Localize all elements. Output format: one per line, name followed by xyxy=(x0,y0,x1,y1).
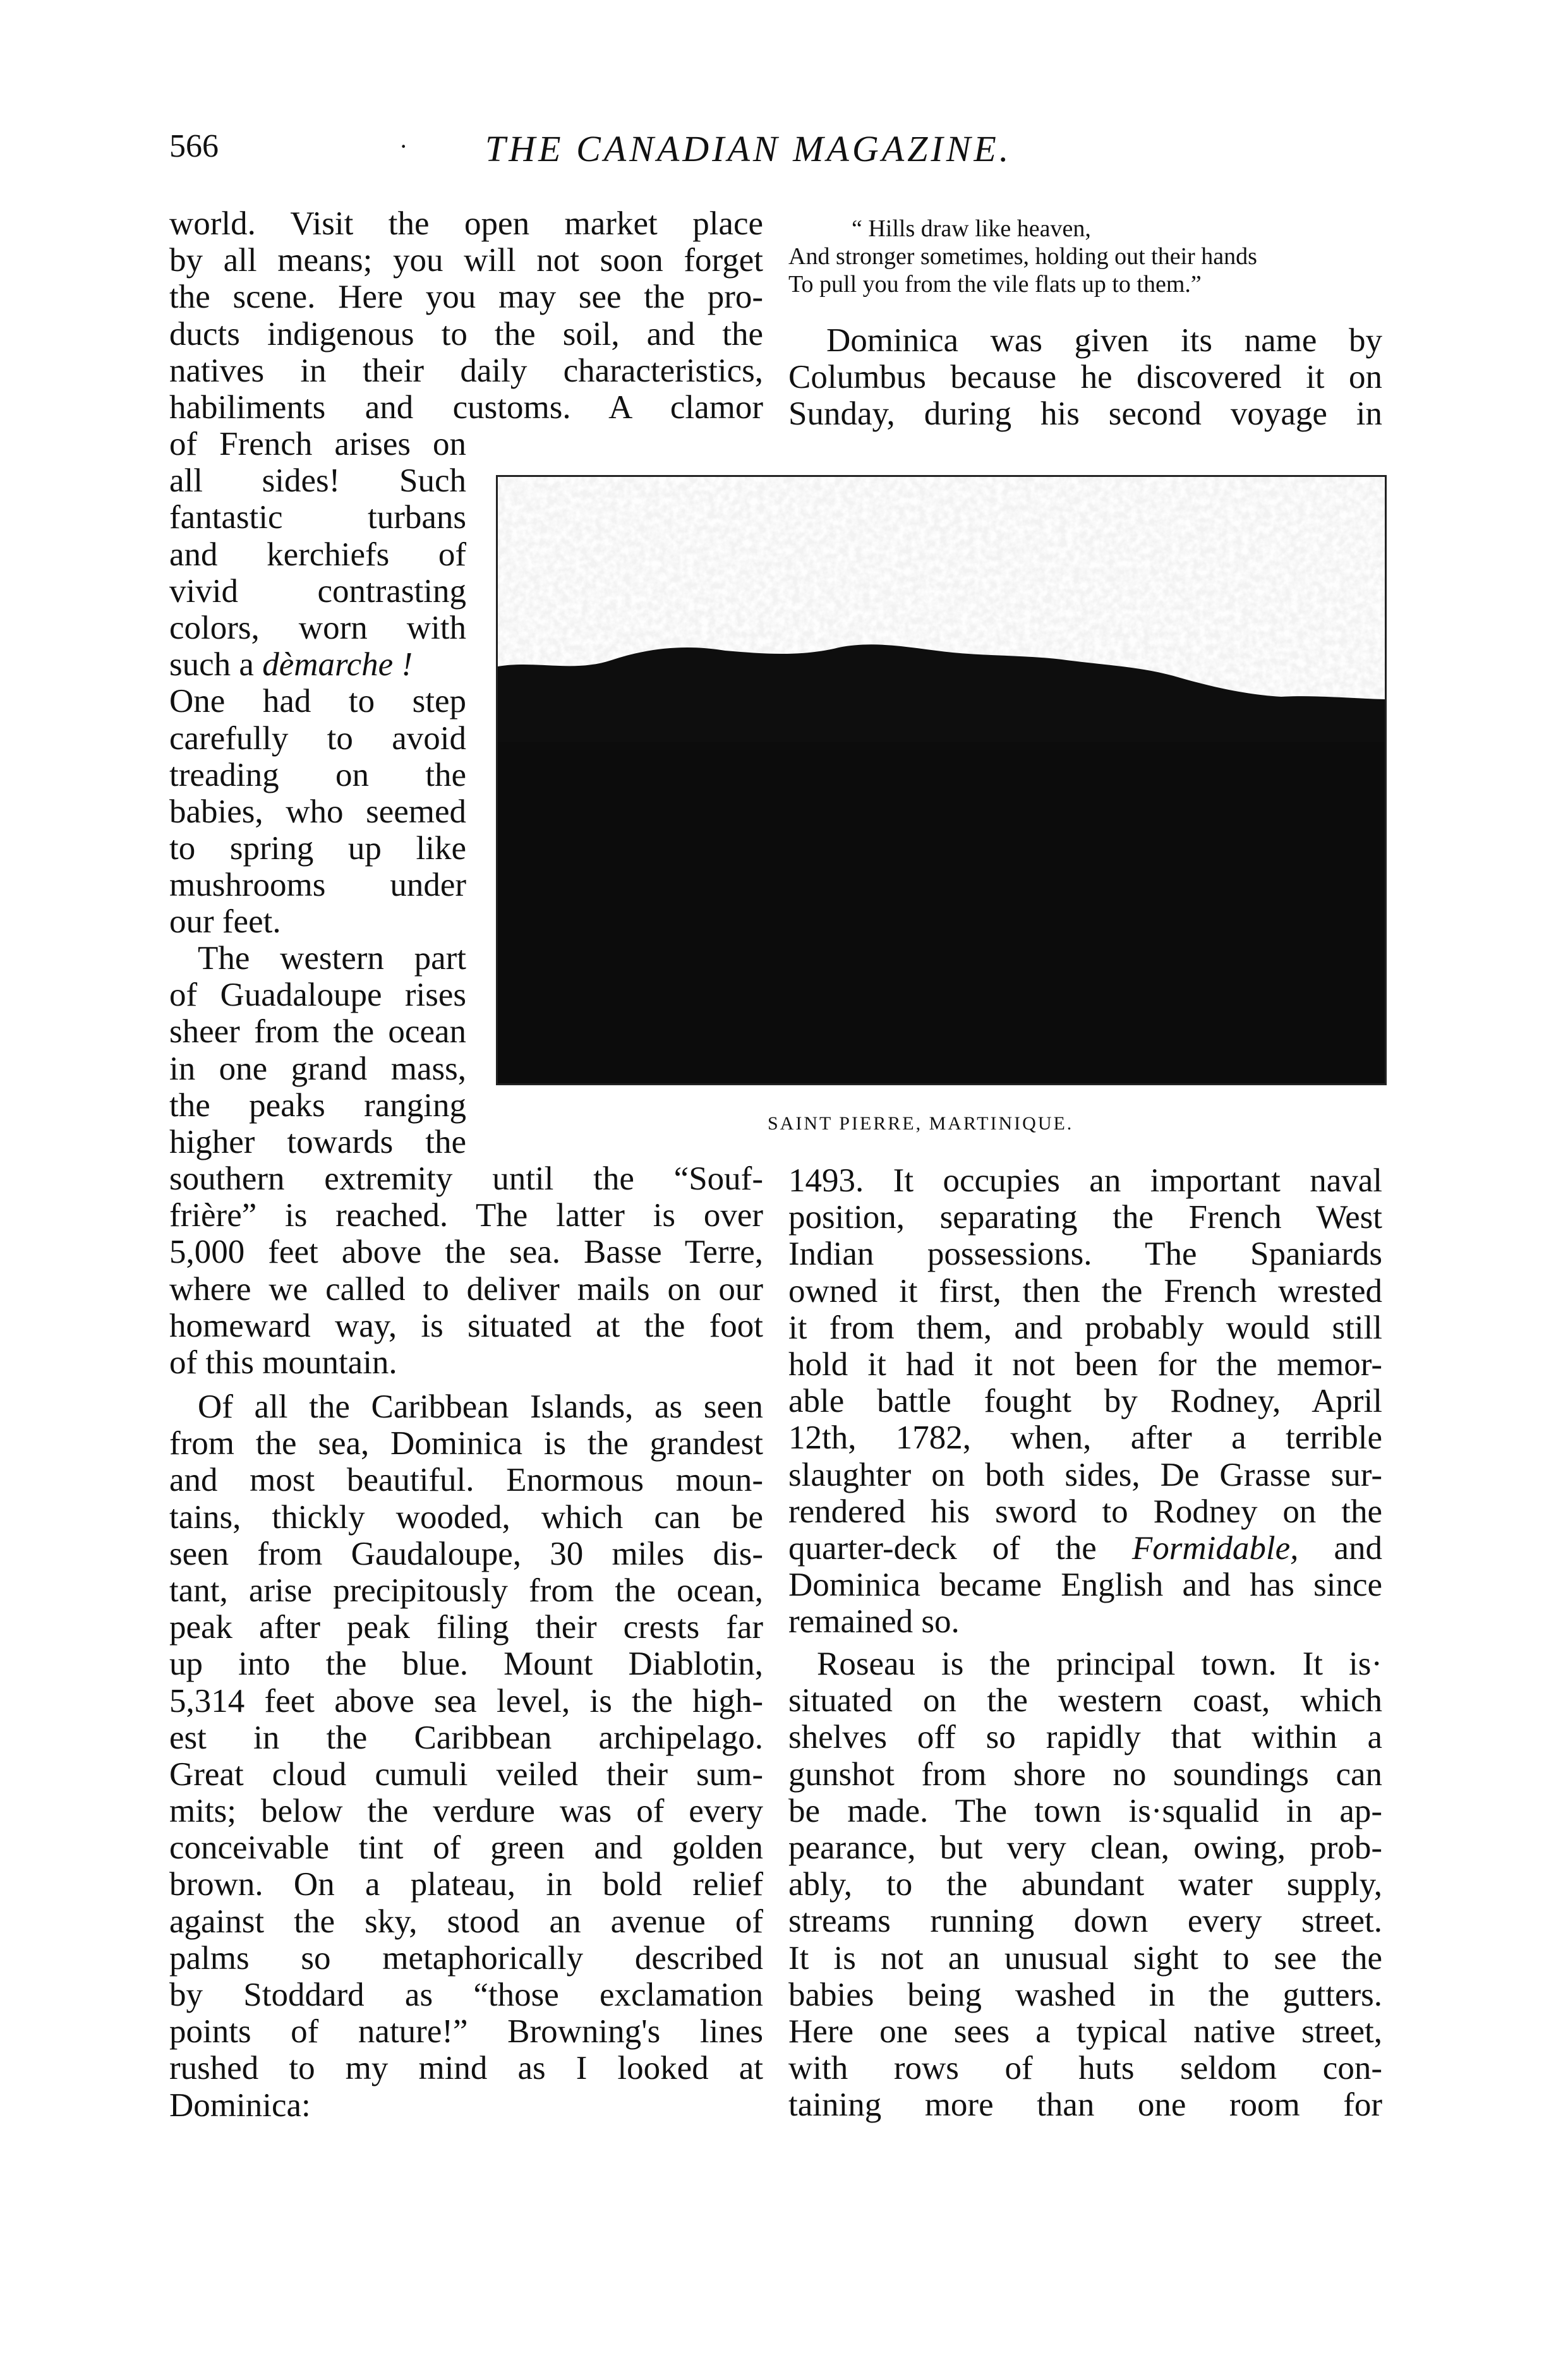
italic-ship-name: Formidable, xyxy=(1131,1529,1299,1567)
text-line: peak after peak filing their crests far xyxy=(169,1609,763,1646)
text-line: fantastic turbans xyxy=(169,499,466,536)
text-line xyxy=(169,646,466,683)
left-para1-full xyxy=(169,205,763,426)
text-line: frière” is reached. The latter is over xyxy=(169,1197,763,1234)
text-line: slaughter on both sides, De Grasse sur- xyxy=(788,1456,1382,1493)
text-line: natives in their daily characteristics, xyxy=(169,352,763,389)
text-line: Here one sees a typical native street, xyxy=(788,2013,1382,2050)
text-line: tant, arise precipitously from the ocean, xyxy=(169,1572,763,1609)
text-line: Sunday, during his second voyage in xyxy=(788,395,1382,433)
text-line: Dominica: xyxy=(169,2086,311,2124)
text-line: situated on the western coast, which xyxy=(788,1682,1382,1719)
text-line: est in the Caribbean archipelago. xyxy=(169,1719,763,1756)
text-line: 12th, 1782, when, after a terrible xyxy=(788,1419,1382,1457)
text-line: shelves off so rapidly that within a xyxy=(788,1719,1382,1756)
right-para-roseau xyxy=(788,1646,1382,2123)
text-line: babies, who seemed xyxy=(169,793,466,830)
text-line: to spring up like xyxy=(169,830,466,867)
text-line: gunshot from shore no soundings can xyxy=(788,1755,1382,1793)
text-fragment: such a xyxy=(169,646,263,683)
text-line: ducts indigenous to the soil, and the xyxy=(169,315,763,352)
text-fragment: quarter-deck of the xyxy=(788,1529,1132,1567)
text-line: colors, worn with xyxy=(169,609,466,646)
text-line: our feet. xyxy=(169,903,281,941)
text-line: seen from Gaudaloupe, 30 miles dis- xyxy=(169,1535,763,1572)
text-line: be made. The town is·squalid in ap- xyxy=(788,1792,1382,1829)
text-line: the peaks ranging xyxy=(169,1087,466,1124)
text-line: mushrooms under xyxy=(169,867,466,904)
text-line: Of all the Caribbean Islands, as seen xyxy=(198,1388,763,1425)
text-line: by Stoddard as “those exclamation xyxy=(169,1977,763,2013)
text-line: Dominica became English and has since xyxy=(788,1567,1382,1604)
text-line: babies being washed in the gutters. xyxy=(788,1976,1382,2013)
text-line: from the sea, Dominica is the grandest xyxy=(169,1425,763,1462)
text-line: palms so metaphorically described xyxy=(169,1939,763,1977)
text-line: 5,314 feet above sea level, is the high- xyxy=(169,1682,763,1719)
text-line: owned it first, then the French wrested xyxy=(788,1272,1382,1309)
text-line: taining more than one room for xyxy=(788,2086,1382,2124)
poem-quote xyxy=(788,215,1395,298)
text-line: Roseau is the principal town. It is· xyxy=(817,1646,1382,1682)
text-line: with rows of huts seldom con- xyxy=(788,2050,1382,2087)
text-line: against the sky, stood an avenue of xyxy=(169,1903,763,1940)
text-line: ably, to the abundant water supply, xyxy=(788,1866,1382,1903)
header-separator: · xyxy=(399,132,408,160)
text-line: remained so. xyxy=(788,1603,960,1641)
text-line: 5,000 feet above the sea. Basse Terre, xyxy=(169,1234,763,1271)
text-line: sheer from the ocean xyxy=(169,1013,466,1051)
text-line: conceivable tint of green and golden xyxy=(169,1829,763,1867)
text-line xyxy=(788,1530,1382,1567)
text-line: where we called to deliver mails on our xyxy=(169,1270,763,1308)
text-line: brown. On a plateau, in bold relief xyxy=(169,1866,763,1903)
poem-line: To pull you from the vile flats up to them.” xyxy=(788,271,1202,298)
text-line: and most beautiful. Enormous moun- xyxy=(169,1462,763,1499)
text-line: One had to step xyxy=(169,683,466,720)
poem-line: And stronger sometimes, holding out their hands xyxy=(788,243,1257,270)
text-line: by all means; you will not soon forget xyxy=(169,242,763,279)
left-para1-narrow xyxy=(169,426,466,941)
right-para-after-photo xyxy=(788,1162,1382,1640)
text-line: southern extremity until the “Souf- xyxy=(169,1160,763,1197)
right-para-top xyxy=(788,322,1382,433)
text-line: and kerchiefs of xyxy=(169,536,466,573)
text-line: of this mountain. xyxy=(169,1344,397,1381)
text-line: rendered his sword to Rodney on the xyxy=(788,1493,1382,1530)
text-line: Dominica was given its name by xyxy=(826,322,1382,359)
text-line: carefully to avoid xyxy=(169,719,466,757)
text-line: It is not an unusual sight to see the xyxy=(788,1939,1382,1977)
text-line: up into the blue. Mount Diablotin, xyxy=(169,1646,763,1683)
text-line: streams running down every street. xyxy=(788,1903,1382,1940)
text-line: vivid contrasting xyxy=(169,572,466,610)
poem-line: “ Hills draw like heaven, xyxy=(852,215,1091,242)
text-line: of French arises on xyxy=(169,426,466,462)
text-line: Great cloud cumuli veiled their sum- xyxy=(169,1755,763,1793)
text-line: The western part xyxy=(198,940,466,977)
text-line: able battle fought by Rodney, April xyxy=(788,1383,1382,1420)
text-line: rushed to my mind as I looked at xyxy=(169,2050,763,2087)
text-line: world. Visit the open market place xyxy=(169,205,763,242)
text-line: treading on the xyxy=(169,756,466,793)
text-line: all sides! Such xyxy=(169,462,466,500)
page-number: 566 xyxy=(169,128,219,164)
text-line: habiliments and customs. A clamor xyxy=(169,388,763,426)
text-line: of Guadaloupe rises xyxy=(169,977,466,1014)
text-line: the scene. Here you may see the pro- xyxy=(169,279,763,316)
text-line: 1493. It occupies an important naval xyxy=(788,1162,1382,1199)
text-line: higher towards the xyxy=(169,1123,466,1160)
text-line: it from them, and probably would still xyxy=(788,1309,1382,1346)
italic-word: dèmarche ! xyxy=(262,646,413,683)
text-line: points of nature!” Browning's lines xyxy=(169,2013,763,2050)
text-line: mits; below the verdure was of every xyxy=(169,1793,763,1830)
text-line: pearance, but very clean, owing, prob- xyxy=(788,1829,1382,1866)
text-line: Indian possessions. The Spaniards xyxy=(788,1236,1382,1273)
photo-saint-pierre xyxy=(496,475,1387,1085)
text-line: in one grand mass, xyxy=(169,1050,466,1087)
running-title: THE CANADIAN MAGAZINE. xyxy=(485,128,1012,169)
text-line: tains, thickly wooded, which can be xyxy=(169,1498,763,1536)
text-line: position, separating the French West xyxy=(788,1199,1382,1236)
left-para3 xyxy=(169,1388,763,2124)
text-line: Columbus because he discovered it on xyxy=(788,359,1382,396)
photo-caption: SAINT PIERRE, MARTINIQUE. xyxy=(768,1113,1074,1134)
left-para2-narrow xyxy=(169,940,466,1160)
text-fragment: and xyxy=(1298,1529,1383,1567)
text-line: homeward way, is situated at the foot xyxy=(169,1307,763,1344)
mountain-sky-image xyxy=(498,477,1385,1083)
left-para2-full xyxy=(169,1160,763,1381)
text-line: hold it had it not been for the memor- xyxy=(788,1346,1382,1383)
